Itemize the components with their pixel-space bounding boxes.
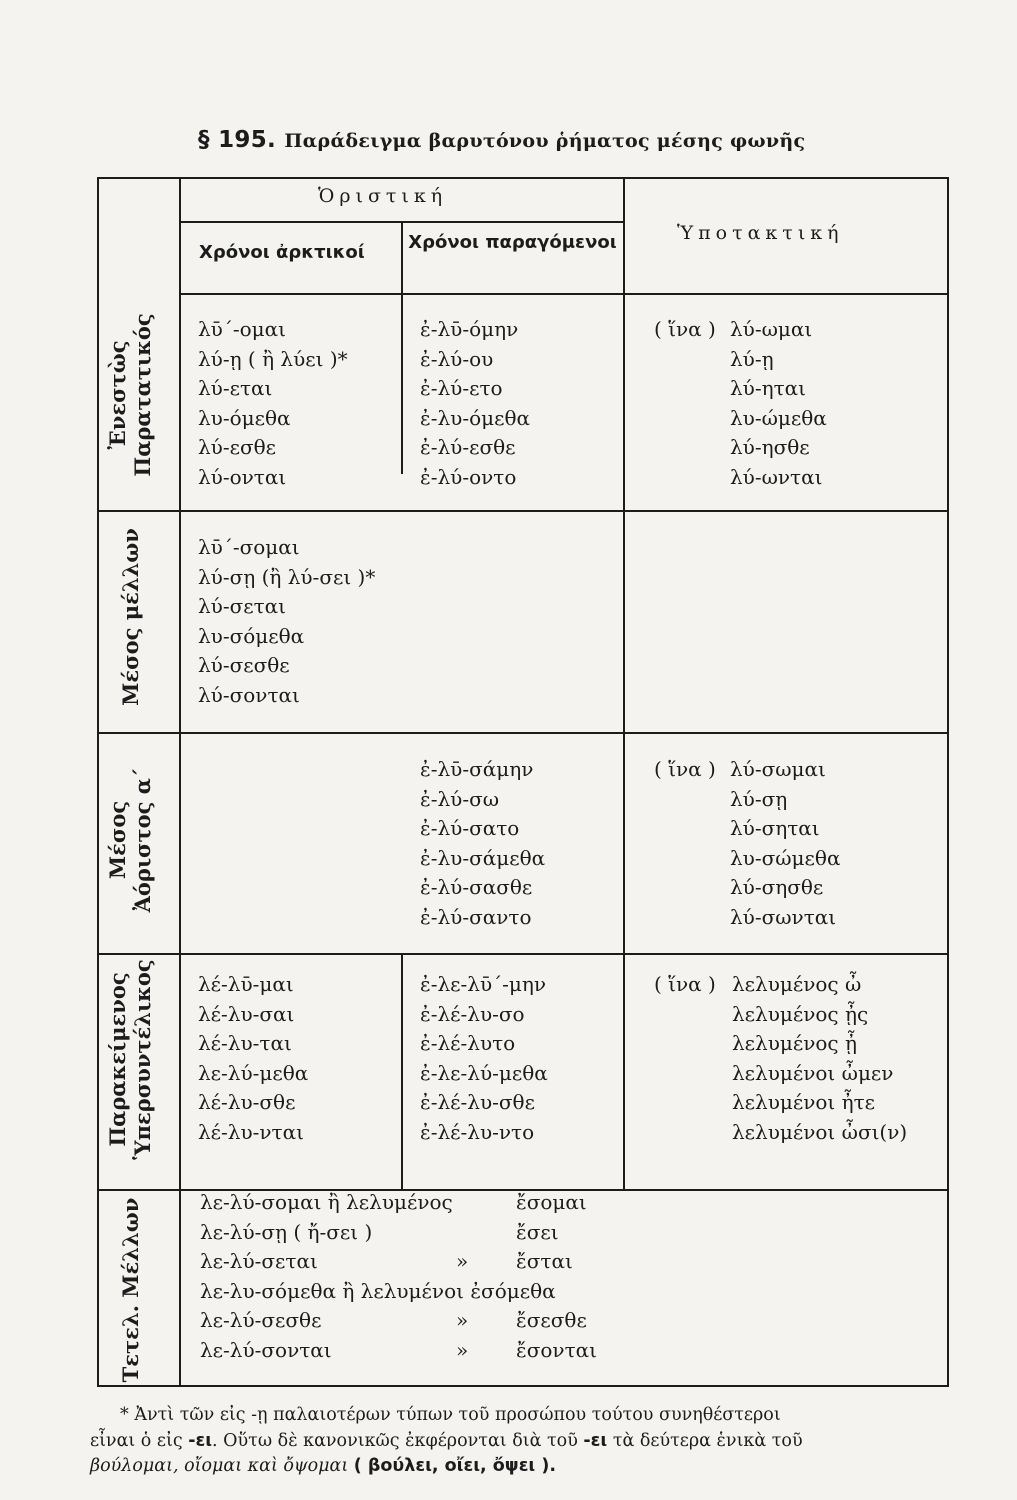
list-item: λυ-σόμεθα: [198, 623, 305, 648]
list-item: λύ-ησθε: [730, 435, 810, 460]
list-item: λῡ΄-σομαι: [198, 535, 300, 559]
primary-historic-divider-2: [401, 953, 403, 1189]
list-item: ἐ-λέ-λυ-σθε: [420, 1090, 535, 1115]
section-heading: [198, 127, 805, 153]
aorist-subjunctive-forms: [730, 755, 840, 933]
list-item: ἐ-λέ-λυ-ντο: [420, 1119, 535, 1144]
list-item: ἐ-λύ-ετο: [420, 376, 503, 401]
list-item: λύ-ηται: [730, 376, 806, 401]
label-future: Μέσος μέλλων: [118, 528, 143, 706]
list-item: λύ-ῃ: [730, 346, 774, 371]
present-subjunctive-forms: [730, 315, 827, 493]
list-item: ἐ-λέ-λυ-σο: [420, 1001, 525, 1026]
list-item: ἐ-λύ-σαντο: [420, 904, 532, 929]
list-item: λέ-λυ-σθε: [198, 1090, 296, 1115]
aorist-indicative-forms: [420, 755, 545, 933]
list-item: λυ-όμεθα: [198, 405, 291, 430]
footnote-line-1: * Ἀντὶ τῶν εἰς -ῃ παλαιοτέρων τύπων τοῦ προσώπου τούτου συνηθέστεροι: [120, 1405, 781, 1425]
footnote-line-3: βούλομαι, οἴομαι καὶ ὄψομαι ( βούλει, οἴει, ὄψει ).: [90, 1456, 556, 1476]
perfect-subj-conjunction: ( ἵνα ): [654, 972, 716, 996]
primary-tenses-header: Χρόνοι ἀρκτικοί: [199, 242, 365, 263]
list-item: λελυμένοι ὦσι(ν): [732, 1119, 908, 1144]
label-present: Ἐνεστὼς: [105, 340, 130, 450]
list-item: ἐ-λύ-ου: [420, 346, 494, 371]
list-item: ἐ-λύ-οντο: [420, 464, 517, 489]
future-forms: [198, 533, 375, 711]
row-rule-1: [99, 510, 949, 512]
list-item: λυ-ώμεθα: [730, 405, 827, 430]
label-perfect-pluperfect: Παρακείμενος Ὑπερσυντέλικος: [105, 959, 155, 1160]
list-item: λύ-ωμαι: [730, 317, 813, 341]
row-rule-2: [99, 732, 949, 734]
list-item: ἐ-λέ-λυτο: [420, 1031, 516, 1056]
list-item: λύ-σωμαι: [730, 757, 826, 781]
list-item: λύ-σησθε: [730, 875, 824, 900]
label-column-divider-bottom: [179, 1189, 181, 1385]
list-item: λε-λύ-μεθα: [198, 1060, 309, 1085]
row-rule-3: [99, 953, 949, 955]
list-item: ἐ-λύ-σατο: [420, 816, 520, 841]
list-item: ἐ-λύ-σασθε: [420, 875, 533, 900]
list-item: ἐ-λῡ-όμην: [420, 317, 519, 341]
list-item: λύ-ωνται: [730, 464, 823, 489]
list-item: λύ-εται: [198, 376, 273, 401]
header-bottom-rule: [179, 293, 949, 295]
perfect-subjunctive-forms: [732, 970, 907, 1148]
list-item: λύ-σῃ (ἢ λύ-σει )*: [198, 564, 376, 589]
list-item: λελυμένοι ἦτε: [732, 1090, 876, 1115]
list-item: λέ-λῡ-μαι: [198, 972, 294, 996]
list-item: ἐ-λε-λῡ΄-μην: [420, 972, 547, 996]
list-item: λύ-σεσθε: [198, 653, 290, 678]
list-item: λύ-σηται: [730, 816, 820, 841]
imperfect-forms: [420, 315, 530, 493]
list-item: λύ-εσθε: [198, 435, 277, 460]
section-title: Παράδειγμα βαρυτόνου ῥήματος μέσης φωνῆς: [284, 130, 806, 152]
historic-tenses-header: Χρόνοι παραγόμενοι: [408, 232, 617, 253]
label-future-perfect: Τετελ. Μέλλων: [118, 1197, 143, 1383]
primary-historic-divider-1: [401, 221, 403, 474]
list-item: λελυμένοι ὦμεν: [732, 1060, 894, 1085]
label-column-divider: [179, 179, 181, 1189]
list-item: λύ-σεται: [198, 594, 287, 619]
footnote: [90, 1403, 962, 1480]
list-item: λελυμένος ᾖ: [732, 1031, 857, 1056]
list-item: ἐ-λυ-σάμεθα: [420, 845, 546, 870]
aorist-subj-conjunction: ( ἵνα ): [654, 757, 716, 781]
section-number: § 195.: [198, 127, 277, 153]
list-item: λελυμένος ᾖς: [732, 1001, 869, 1026]
list-item: λέ-λυ-ται: [198, 1031, 292, 1056]
list-item: λῡ΄-ομαι: [198, 317, 286, 341]
footnote-line-2: εἶναι ὁ εἰς -ει. Οὕτω δὲ κανονικῶς ἐκφέρονται διὰ τοῦ -ει τὰ δεύτερα ἑνικὰ τοῦ: [90, 1430, 803, 1451]
pluperfect-forms: [420, 970, 548, 1148]
perfect-forms: [198, 970, 308, 1148]
list-item: ἐ-λύ-εσθε: [420, 435, 516, 460]
list-item: λέ-λυ-σαι: [198, 1001, 295, 1026]
list-item: λύ-ονται: [198, 464, 287, 489]
list-item: λύ-ῃ ( ἢ λύει )*: [198, 346, 348, 371]
present-primary-forms: [198, 315, 348, 493]
label-present-imperfect: [105, 310, 155, 480]
indicative-subjunctive-divider: [623, 179, 625, 1189]
label-imperfect: Παρατατικός: [130, 313, 155, 477]
list-item: λύ-σονται: [198, 682, 300, 707]
subjunctive-header: Ὑποτακτική: [677, 222, 844, 244]
present-subj-conjunction: ( ἵνα ): [654, 317, 716, 341]
list-item: λέ-λυ-νται: [198, 1119, 304, 1144]
list-item: λυ-σώμεθα: [730, 845, 841, 870]
list-item: λελυμένος ὦ: [732, 972, 862, 996]
list-item: ἐ-λύ-σω: [420, 786, 500, 811]
indicative-header-rule: [179, 221, 623, 223]
indicative-header: Ὁριστική: [318, 185, 448, 207]
list-item: ἐ-λῡ-σάμην: [420, 757, 534, 781]
label-aorist: Μέσος Ἀόριστος α΄: [105, 767, 155, 913]
list-item: λύ-σωνται: [730, 904, 837, 929]
list-item: ἐ-λε-λύ-μεθα: [420, 1060, 548, 1085]
list-item: λύ-σῃ: [730, 786, 788, 811]
list-item: ἐ-λυ-όμεθα: [420, 405, 531, 430]
